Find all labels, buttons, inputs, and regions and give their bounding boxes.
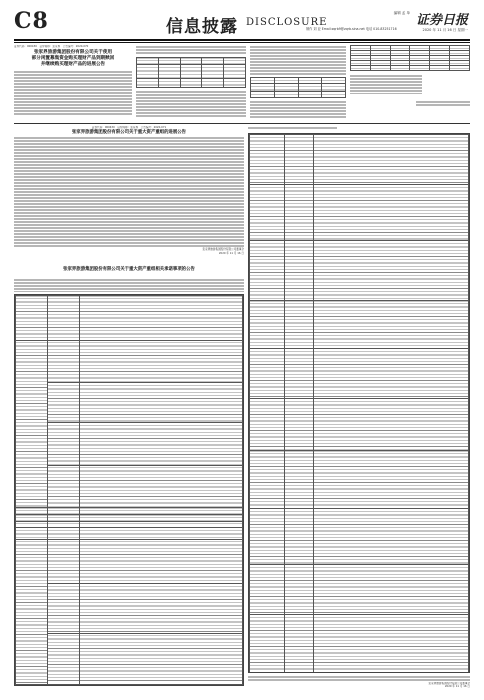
table-notes: [136, 90, 246, 118]
announcement-title-line-2: 部分闲置募集资金购买理财产品到期赎回: [31, 56, 115, 62]
contact-line: 制作 刘 亚 Email:zqrb9@zqrb.sina.net 电话 010-83251716: [306, 27, 397, 31]
table-continued-note: [248, 126, 470, 132]
body-text-block: [250, 45, 346, 75]
newspaper-logo: 证券日报: [415, 13, 468, 28]
header-rule: [14, 39, 470, 41]
notice-commitments-heading: [14, 263, 244, 277]
signature-block: [416, 100, 470, 106]
page-number: C8: [14, 8, 49, 34]
issue-date: 2020 年 11 月 16 日 星期一: [422, 28, 468, 32]
editor-credit: 编辑 孟 单: [393, 11, 410, 15]
risk-table: [250, 77, 346, 98]
header-rule-thin: [14, 42, 470, 43]
announcement-top-right: [350, 45, 470, 121]
documents-list: [350, 74, 422, 94]
commitments-table: [15, 295, 243, 685]
notice-date: 2020 年 11 月 16 日: [218, 251, 244, 255]
purchase-summary-table: [350, 45, 470, 71]
section-title-en: DISCLOSURE: [246, 17, 328, 28]
wealth-product-table-region: [136, 45, 246, 121]
section-divider: [14, 123, 470, 124]
commitments-table-left: [14, 294, 244, 686]
commitments-intro: [14, 278, 244, 292]
section-title: 信息披露: [166, 17, 238, 37]
body-text-block-2: [250, 100, 346, 118]
notice-title: 张家界旅游集团股份有限公司关于重大资产重组相关承诺事项的公告: [63, 267, 195, 272]
table-intro-text: [136, 45, 246, 55]
signature-date: 2020 年 11 月 16 日: [444, 685, 470, 689]
signature-company: 张家界旅游集团股份有限公司董事会: [428, 682, 470, 685]
closing-signature: [380, 682, 470, 694]
announcement-title-line-1: 张家界旅游集团股份有限公司关于使用: [33, 50, 113, 56]
announcement-body: [14, 70, 132, 116]
wealth-product-table: [136, 57, 246, 88]
announcement-top-center: [250, 45, 346, 121]
announcement-top-left: [14, 45, 132, 121]
notice-title: 张家界旅游集团股份有限公司关于重大资产重组的进展公告: [71, 130, 187, 136]
security-code-line: 证券代码：000430 证券简称：张家界 公告编号：2020-071: [91, 126, 167, 129]
notice-restructuring-progress: [14, 126, 244, 262]
commitments-table-right: [248, 133, 470, 673]
notice-body: [14, 136, 244, 248]
commitments-table-continued: [249, 134, 469, 673]
masthead: [14, 8, 470, 38]
closing-paragraph: [248, 675, 470, 681]
security-code-line: 证券代码：000430 证券简称：张家界 公告编号：2020-070: [14, 45, 89, 48]
notice-signature: 张家界旅游集团股份有限公司董事会: [202, 248, 244, 252]
announcement-title-line-3: 并继续购买理财产品的进展公告: [40, 62, 106, 68]
